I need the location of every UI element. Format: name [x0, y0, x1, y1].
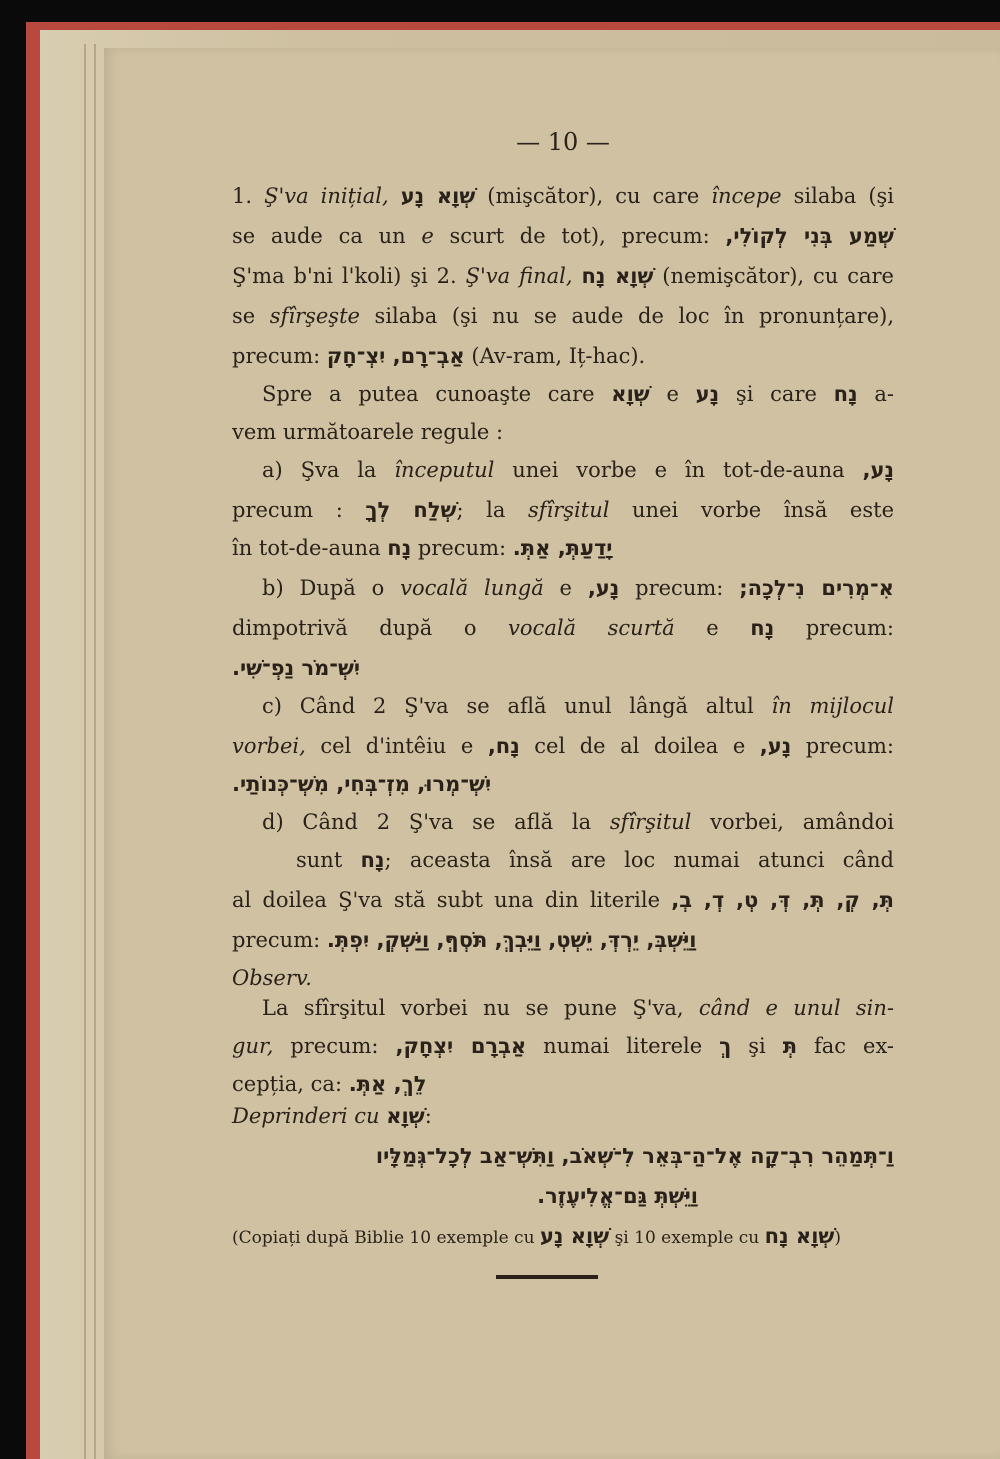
text-run: (Av-ram, Iț-hac). — [464, 344, 646, 368]
hebrew-text: נָח — [360, 848, 385, 872]
hebrew-text: שְׁוָא נָע — [400, 184, 476, 208]
hebrew-text: נָע — [695, 382, 720, 406]
hebrew-text: וַיֵּשְׁתְּ גַּם־אֱלִיעֶזֶר. — [537, 1184, 698, 1208]
hebrew-text: נָע, — [862, 458, 894, 482]
hebrew-text: נָח — [750, 616, 775, 640]
text-line — [232, 224, 894, 248]
italic-text: sfîrşitul — [609, 810, 692, 834]
text-run: în tot-de-auna — [232, 536, 388, 560]
text-run: c) Când 2 Ş'va se află unul lângă altul — [262, 694, 772, 718]
text-run: şi 10 exemple cu — [609, 1228, 765, 1248]
hebrew-text: וַיֵּשְׁבְּ, יֵרְדְּ, יֵשְׁטְ, וַיֵּבְךְּ, תֹּסְףְּ, וַיַּשְׁקְ, יִפְתְּ. — [326, 928, 697, 952]
text-line — [232, 888, 894, 912]
text-run: unei vorbe e în tot-de-auna — [494, 458, 863, 482]
text-run: precum: — [411, 536, 513, 560]
text-line — [232, 498, 894, 522]
italic-text: începe — [711, 184, 782, 208]
text-run: (Copiați după Biblie 10 exemple cu — [232, 1228, 540, 1248]
italic-text: când e unul sin- — [698, 996, 895, 1020]
hebrew-text: נָח, — [487, 734, 520, 758]
text-run: silaba (şi — [781, 184, 895, 208]
italic-text: gur, — [232, 1034, 274, 1058]
text-line — [232, 536, 894, 560]
text-line — [232, 616, 894, 640]
text-line — [232, 382, 894, 406]
hebrew-text: לֵךְ, אַתְּ. — [348, 1072, 427, 1096]
hebrew-text: שְׁוָא נָע — [539, 1224, 610, 1248]
text-run: se aude ca un — [232, 224, 422, 248]
text-run: cel d'intêiu e — [305, 734, 488, 758]
italic-text: Observ. — [232, 966, 312, 990]
hebrew-text: תְּ, קְ, תְּ, דְּ, טְ, דְ, בְ, — [671, 888, 894, 912]
text-run: (mişcător), cu care — [475, 184, 712, 208]
text-line — [232, 1072, 894, 1096]
text-line — [232, 966, 894, 990]
hebrew-text: שְׁמַע בְּנִי לְקוֹלִי, — [725, 224, 894, 248]
text-run: precum: — [619, 576, 740, 600]
hebrew-text: ךְ — [719, 1034, 732, 1058]
hebrew-text: אַבְ־רָם, יִצְ־חָק — [326, 344, 465, 368]
hebrew-text: נָח — [833, 382, 858, 406]
italic-text: sfîrşitul — [527, 498, 610, 522]
text-line — [232, 304, 894, 328]
text-run: şi care — [719, 382, 834, 406]
text-run: 1. — [232, 184, 265, 208]
text-run: d) Când 2 Ş'va se află la — [262, 810, 610, 834]
text-line — [232, 1104, 894, 1128]
text-line — [232, 1224, 894, 1248]
hebrew-text: שְׁוָא נָח — [764, 1224, 835, 1248]
italic-text: începutul — [394, 458, 495, 482]
text-line — [232, 344, 894, 368]
text-run: e — [674, 616, 751, 640]
text-run: sunt — [296, 848, 361, 872]
text-line — [232, 772, 894, 796]
italic-text: Ş'va inițial, — [264, 184, 389, 208]
hebrew-text: יִשְׁ־מֹר נַפְ־שִׁי. — [232, 656, 361, 680]
hebrew-text: נָע, — [759, 734, 792, 758]
text-run: precum: — [273, 1034, 396, 1058]
text-run: se — [232, 304, 270, 328]
text-line — [232, 694, 894, 718]
italic-text: vocală scurtă — [508, 616, 675, 640]
hebrew-text: שְׁוָא — [611, 382, 650, 406]
text-line — [232, 458, 894, 482]
text-run: (nemişcător), cu care — [653, 264, 894, 288]
italic-text: e — [421, 224, 434, 248]
text-run: fac ex- — [797, 1034, 895, 1058]
hebrew-text: שְׁלַח לְךָ — [365, 498, 457, 522]
text-line — [232, 264, 894, 288]
text-line — [232, 656, 894, 680]
text-run: silaba (şi nu se aude de loc în pronunțare), — [359, 304, 894, 328]
hebrew-text: וַ־תְּמַהֵר רִבְ־קָה אֶל־הַ־בְּאֵר לִ־שְׁאֹב, וַתִּשְׁ־אַב לְכָל־גְּמַלָּיו — [375, 1144, 894, 1168]
text-line — [232, 576, 894, 600]
text-run: b) După o — [262, 576, 401, 600]
italic-text: sfîrşeşte — [269, 304, 360, 328]
page-edge — [94, 44, 96, 1459]
hebrew-text: אִ־מְרִים נִ־לְכָה; — [739, 576, 894, 600]
text-line — [232, 734, 894, 758]
page-edge — [84, 44, 86, 1459]
text-run: şi — [731, 1034, 783, 1058]
italic-text: vocală lungă — [400, 576, 544, 600]
hebrew-text: נָח — [387, 536, 412, 560]
hebrew-text: שְׁוָא נָח — [581, 264, 654, 288]
text-run: unei vorbe însă este — [609, 498, 895, 522]
text-run: precum: — [791, 734, 894, 758]
text-run: numai literele — [526, 1034, 720, 1058]
text-line — [232, 1034, 894, 1058]
text-run: precum: — [774, 616, 895, 640]
hebrew-text: יִשְׁ־מְרוּ, מִזְ־בְּחִי, מִשְׁ־כְּנוֹתַי. — [232, 772, 492, 796]
italic-text: Deprinderi cu — [232, 1104, 380, 1128]
text-run: precum: — [232, 344, 327, 368]
text-run: a) Şva la — [262, 458, 395, 482]
hebrew-text: שְׁוָא — [386, 1104, 425, 1128]
italic-text: Ş'va final, — [465, 264, 573, 288]
text-run — [389, 184, 401, 208]
text-run: a- — [857, 382, 894, 406]
hebrew-text: נָע, — [587, 576, 620, 600]
text-run: La sfîrşitul vorbei nu se pune Ş'va, — [262, 996, 699, 1020]
text-line — [232, 928, 894, 952]
text-run: : — [424, 1104, 432, 1128]
italic-text: vorbei, — [232, 734, 306, 758]
text-run: dimpotrivă după o — [232, 616, 509, 640]
text-line — [232, 810, 894, 834]
hebrew-text: יָדַעַתְּ, אַתְּ. — [512, 536, 613, 560]
text-run: ; aceasta însă are loc numai atunci când — [384, 848, 894, 872]
text-line — [232, 420, 894, 444]
text-run: precum : — [232, 498, 366, 522]
text-run: e — [543, 576, 588, 600]
hebrew-text: תְּ — [782, 1034, 798, 1058]
text-line — [232, 848, 894, 872]
section-divider — [496, 1275, 598, 1279]
text-run: vorbei, amândoi — [691, 810, 894, 834]
italic-text: în mijlocul — [771, 694, 894, 718]
text-line — [232, 1184, 894, 1208]
text-run: cel de al doilea e — [519, 734, 760, 758]
text-run: cepția, ca: — [232, 1072, 349, 1096]
text-run: precum: — [232, 928, 327, 952]
text-run: al doilea Ş'va stă subt una din literile — [232, 888, 672, 912]
hebrew-text: אַבְרָם יִצְחָק, — [395, 1034, 527, 1058]
text-line — [232, 184, 894, 208]
text-run: Ş'ma b'ni l'koli) şi 2. — [232, 264, 466, 288]
text-line — [232, 996, 894, 1020]
text-run: vem următoarele regule : — [232, 420, 504, 444]
page-number: — 10 — — [516, 128, 610, 156]
text-run: ; la — [456, 498, 528, 522]
text-run: scurt de tot), precum: — [433, 224, 726, 248]
text-run: Spre a putea cunoaşte care — [262, 382, 612, 406]
text-run: ) — [834, 1228, 841, 1248]
text-line — [232, 1144, 894, 1168]
text-run: e — [649, 382, 696, 406]
